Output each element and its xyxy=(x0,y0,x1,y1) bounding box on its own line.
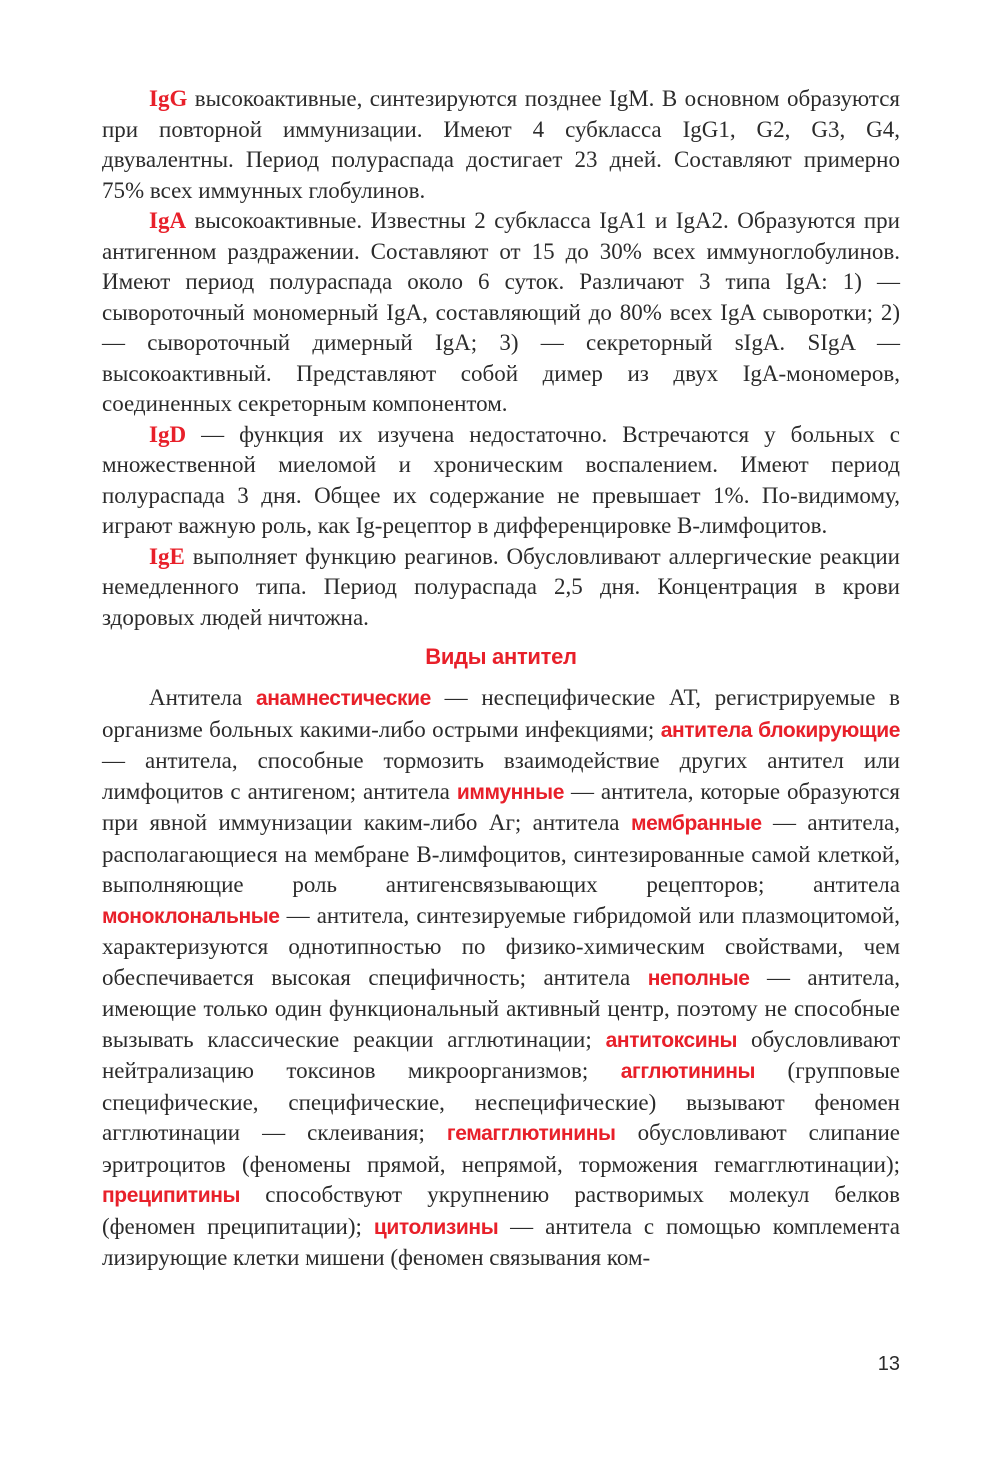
paragraph-antibody-types xyxy=(102,683,900,1274)
text-segment: — неспецифические АТ, регистрируемые в организме больных какими-либо острыми инфекциями; xyxy=(102,685,900,742)
term-immune: иммунные xyxy=(456,780,564,804)
term-ige: IgE xyxy=(149,543,185,569)
text-segment: — антитела, которые образуются при явной иммунизации каким-либо Аг; антитела xyxy=(102,778,900,835)
paragraph-iga xyxy=(102,206,900,420)
term-hemagglutinins: гемагглютинины xyxy=(446,1122,616,1145)
text-segment: — антитела, синтезируемые гибридомой или плазмоцитомой, характеризуются однотипностью по физико-химическим свойствами, чем обеспечивается высокая специфичность; антитела xyxy=(102,902,900,990)
paragraph-ige xyxy=(102,542,900,634)
page-number: 13 xyxy=(877,1353,900,1375)
term-blocking: антитела блокирующие xyxy=(660,718,900,742)
term-incomplete: неполные xyxy=(647,966,750,990)
term-iga: IgA xyxy=(149,208,187,233)
text-segment: способствуют укрупнению растворимых молекул белков (феномен преципитации); xyxy=(102,1182,900,1239)
term-antitoxins: антитоксины xyxy=(605,1028,738,1052)
text-segment: — антитела, располагающиеся на мембране В-лимфоцитов, синтезированные самой клеткой, выполняющие роль антигенсвязывающих рецепторов; антитела xyxy=(102,810,901,897)
paragraph-igd-text: — функция их изучена недостаточно. Встречаются у больных с множественной миеломой и хроническим воспалением. Имеют период полураспада 3 дня. Общее их содержание не превышает 1%. По-видимому, играют важную роль, как Ig-рецептор в дифференцировке В-лимфоцитов. xyxy=(102,421,900,538)
term-monoclonal: моноклональные xyxy=(102,904,280,928)
term-igg: IgG xyxy=(149,86,188,111)
text-segment: — антитела с помощью комплемента лизирующие клетки мишени (феномен связывания ком- xyxy=(102,1213,901,1270)
paragraph-ige-text: выполняет функцию реагинов. Обусловливают аллергические реакции немедленного типа. Период полураспада 2,5 дня. Концентрация в крови здоровых людей ничтожна. xyxy=(102,543,900,630)
text-segment: — антитела, способные тормозить взаимодействие других антител или лимфоцитов с антигеном; антитела xyxy=(102,748,900,804)
text-segment: — антитела, имеющие только один функциональный активный центр, поэтому не способные вызывать классические реакции агглютинации; xyxy=(102,964,900,1052)
text-segment: Антитела xyxy=(149,685,256,710)
term-igd: IgD xyxy=(149,421,187,447)
paragraph-igg-text: высокоактивные, синтезируются позднее IgM. В основном образуются при повторной иммунизации. Имеют 4 субкласса IgG1, G2, G3, G4, двувалентны. Период полураспада достигает 23 дней. Составляют примерно 75% всех иммунных глобулинов. xyxy=(102,86,900,203)
page-body xyxy=(102,84,900,1274)
section-title: Виды антител xyxy=(425,644,577,669)
text-segment: (групповые специфические, специфические, неспецифические) вызывают феномен агглютинации — склеивания; xyxy=(102,1058,900,1145)
paragraph-igg xyxy=(102,84,900,206)
paragraph-igd xyxy=(102,420,900,542)
term-cytolysins: цитолизины xyxy=(373,1215,499,1239)
text-segment: обусловливают слипание эритроцитов (феномены прямой, непрямой, торможения гемагглютинации); xyxy=(102,1120,901,1177)
term-anamnestic: анамнестические xyxy=(255,687,431,710)
term-agglutinins: агглютинины xyxy=(620,1060,756,1083)
term-membrane: мембранные xyxy=(630,812,762,835)
term-precipitins: преципитины xyxy=(102,1184,241,1207)
text-segment: обусловливают нейтрализацию токсинов микроорганизмов; xyxy=(102,1026,900,1083)
paragraph-iga-text: высокоактивные. Известны 2 субкласса IgA1 и IgA2. Образуются при антигенном раздражении. Составляют от 15 до 30% всех иммуноглобулинов. Имеют период полураспада около 6 суток. Различают 3 типа IgA: 1) — сывороточный мономерный IgA, составляющий до 80% всех IgA сыворотки; 2) — сывороточный димерный IgA; 3) — секреторный sIgA. SIgA — высокоактивный. Представляют собой димер из двух IgA-мономеров, соединенных секреторным компонентом. xyxy=(102,208,900,416)
